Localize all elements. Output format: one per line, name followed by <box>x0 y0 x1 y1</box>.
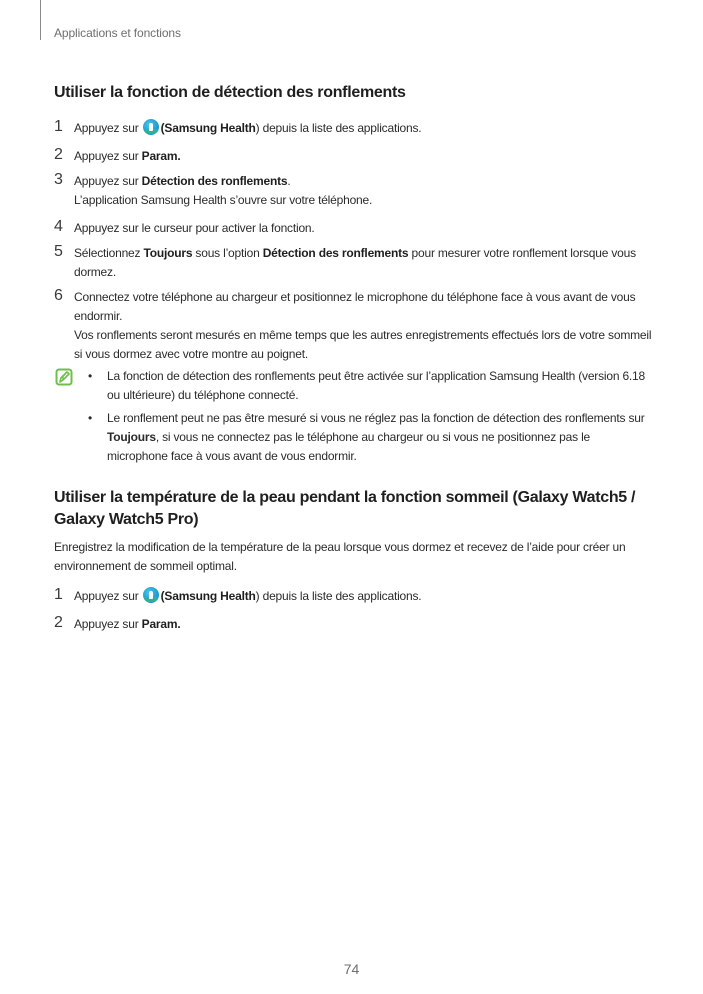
step-3: 3 Appuyez sur Détection des ronflements. L’application Samsung Health s’ouvre sur votre téléphone. <box>54 171 373 207</box>
note-item: • La fonction de détection des ronflements peut être activée sur l’application Samsung Health (version 6.18 ou ultérieure) du téléphone connecté. <box>88 369 645 402</box>
step-number: 1 <box>54 118 63 135</box>
bullet: • <box>88 369 93 383</box>
samsung-health-icon <box>143 587 159 603</box>
step-number: 1 <box>54 586 63 603</box>
step-4: 4 Appuyez sur le curseur pour activer la fonction. <box>54 218 315 235</box>
step-1: 1 Appuyez sur (Samsung Health) depuis la liste des applications. <box>54 586 422 603</box>
step-number: 3 <box>54 171 63 188</box>
step-number: 4 <box>54 218 63 235</box>
note-pencil-icon <box>55 368 73 386</box>
step-number: 2 <box>54 146 63 163</box>
section-title-snoring: Utiliser la fonction de détection des ronflements <box>54 84 406 101</box>
step-2: 2 Appuyez sur Param. <box>54 614 181 631</box>
section-title-skin-temperature: Utiliser la température de la peau pendant la fonction sommeil (Galaxy Watch5 / Galaxy Watch5 Pro) <box>54 489 636 528</box>
breadcrumb: Applications et fonctions <box>54 26 181 40</box>
samsung-health-icon <box>143 119 159 135</box>
step-2: 2 Appuyez sur Param. <box>54 146 181 163</box>
section-intro: Enregistrez la modification de la température de la peau lorsque vous dormez et recevez de l’aide pour créer un environnement de sommeil optimal. <box>54 540 626 573</box>
step-number: 2 <box>54 614 63 631</box>
step-number: 5 <box>54 243 63 260</box>
step-1: 1 Appuyez sur (Samsung Health) depuis la liste des applications. <box>54 118 422 135</box>
step-number: 6 <box>54 287 63 304</box>
note-item: • Le ronflement peut ne pas être mesuré si vous ne réglez pas la fonction de détection des ronflements sur Toujours, si vous ne connectez pas le téléphone au chargeur ou si vous ne positionnez pas le microphone face à vous avant de vous endormir. <box>88 411 645 463</box>
bullet: • <box>88 411 93 425</box>
step-6: 6 Connectez votre téléphone au chargeur et positionnez le microphone du téléphone face à vous avant de vous endormir. Vos ronflements seront mesurés en même temps que les autres enregistrements effectués lors de votre sommeil si vous dormez avec votre montre au poignet. <box>54 287 652 361</box>
step-5: 5 Sélectionnez Toujours sous l’option Détection des ronflements pour mesurer votre ronflement lorsque vous dormez. <box>54 243 636 279</box>
header-rule <box>40 0 41 40</box>
page-number: 74 <box>343 961 360 977</box>
